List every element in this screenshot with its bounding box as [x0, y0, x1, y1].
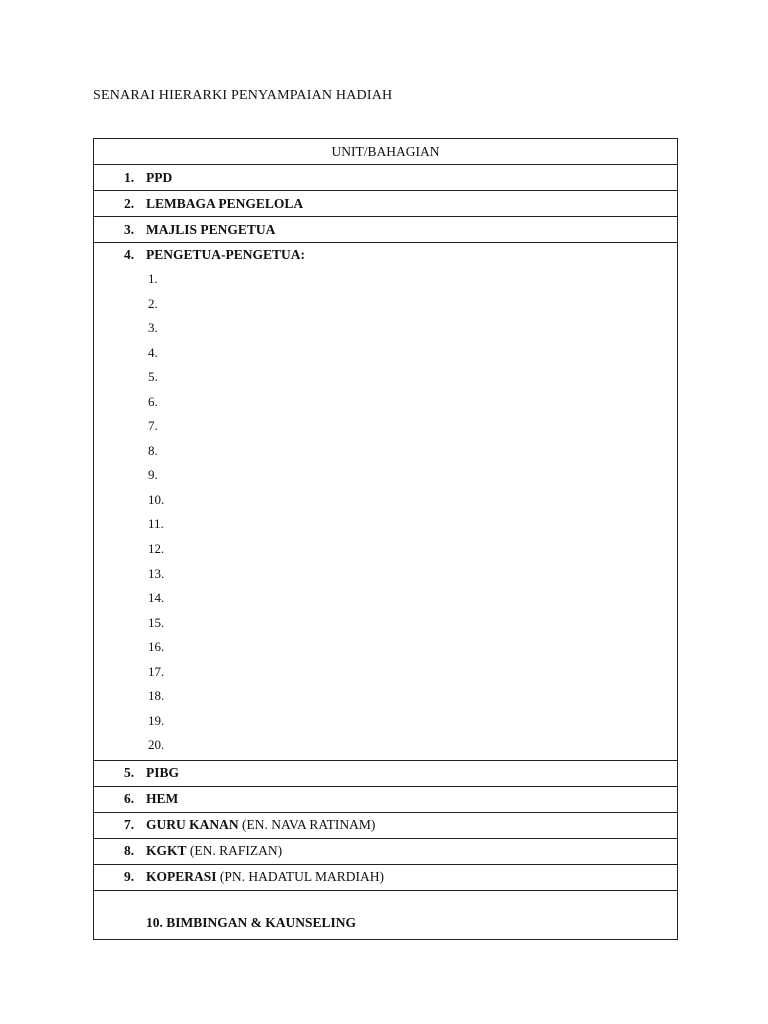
- row-label: LEMBAGA PENGELOLA: [146, 195, 304, 211]
- pengetua-list-item: 14.: [148, 590, 165, 606]
- unit-table: [93, 138, 678, 940]
- row-number: 4.: [124, 247, 135, 262]
- table-row: [94, 165, 678, 191]
- pengetua-list-item: 18.: [148, 688, 165, 704]
- row-person: (EN. RAFIZAN): [186, 843, 283, 859]
- table-row: [94, 786, 678, 812]
- pengetua-list-item: 17.: [148, 663, 165, 679]
- pengetua-list-item: 13.: [148, 565, 165, 581]
- pengetua-list-item: 10.: [148, 491, 165, 507]
- row-label: PIBG: [146, 765, 180, 781]
- pengetua-list-item: 3.: [148, 320, 158, 336]
- row-number: 7.: [124, 817, 135, 833]
- table-row: [94, 760, 678, 786]
- table-row: [94, 864, 678, 890]
- row-number: 6.: [124, 791, 135, 807]
- row-label: PPD: [146, 169, 173, 185]
- row-label: HEM: [146, 791, 179, 807]
- row-person: (EN. NAVA RATINAM): [238, 817, 376, 833]
- pengetua-list-item: 12.: [148, 541, 165, 557]
- pengetua-list-item: 6.: [148, 393, 158, 409]
- row-label: GURU KANAN: [146, 817, 239, 833]
- row-label: PENGETUA-PENGETUA:: [146, 247, 306, 262]
- row-number: 8.: [124, 843, 135, 859]
- row-label: 10. BIMBINGAN & KAUNSELING: [146, 914, 357, 930]
- document-title: SENARAI HIERARKI PENYAMPAIAN HADIAH: [93, 88, 393, 103]
- pengetua-list-item: 11.: [148, 516, 164, 532]
- table-row: [94, 812, 678, 838]
- pengetua-list-item: 8.: [148, 442, 158, 458]
- table-header: UNIT/BAHAGIAN: [94, 139, 678, 165]
- row-label: KGKT: [146, 843, 187, 859]
- pengetua-list-item: 4.: [148, 344, 158, 360]
- pengetua-list: [94, 267, 677, 760]
- pengetua-list-item: 9.: [148, 467, 158, 483]
- table-row: [94, 838, 678, 864]
- row-number: 9.: [124, 869, 135, 885]
- row-person: (PN. HADATUL MARDIAH): [216, 869, 385, 885]
- pengetua-list-item: 5.: [148, 369, 158, 385]
- pengetua-list-item: 15.: [148, 614, 165, 630]
- table-row: [94, 890, 678, 939]
- row-number: 2.: [124, 195, 135, 211]
- row-number: 5.: [124, 765, 135, 781]
- pengetua-list-item: 19.: [148, 712, 165, 728]
- row-label: MAJLIS PENGETUA: [146, 221, 276, 237]
- table-header-row: [94, 139, 678, 165]
- table-row: [94, 217, 678, 243]
- table-row: [94, 191, 678, 217]
- pengetua-list-item: 16.: [148, 639, 165, 655]
- row-number: 3.: [124, 221, 135, 237]
- pengetua-list-item: 2.: [148, 295, 158, 311]
- pengetua-list-item: 1.: [148, 271, 158, 286]
- pengetua-row: [94, 243, 678, 761]
- pengetua-list-item: 7.: [148, 418, 158, 434]
- row-label: KOPERASI: [146, 869, 217, 885]
- row-number: 1.: [124, 169, 135, 185]
- pengetua-list-item: 20.: [148, 737, 165, 753]
